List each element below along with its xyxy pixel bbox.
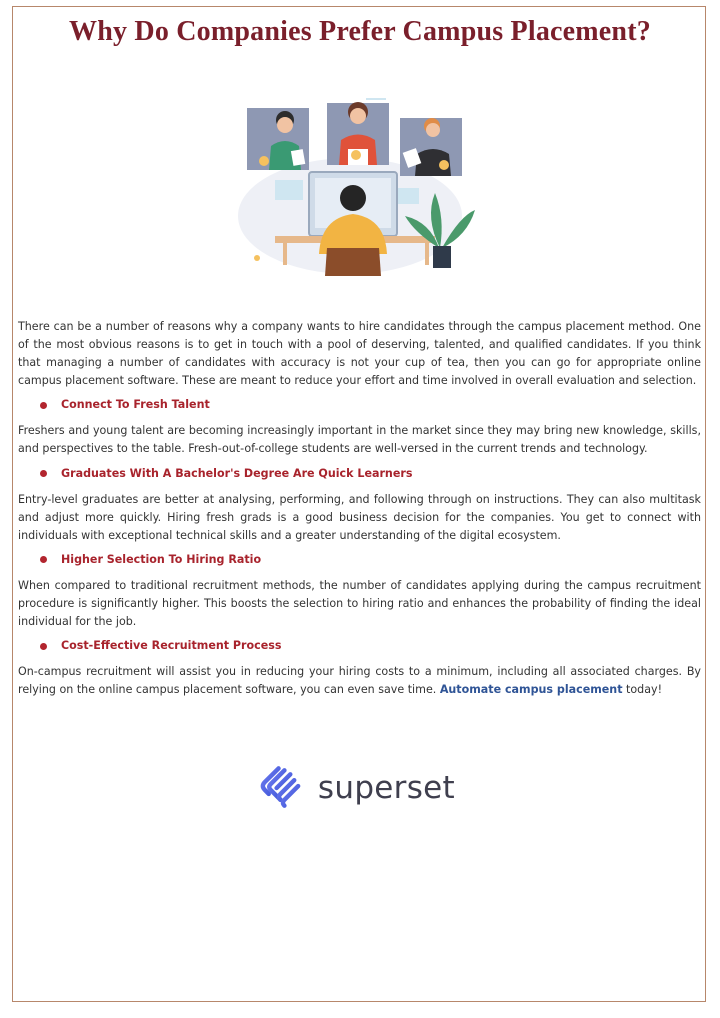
bullet-icon (40, 643, 47, 650)
bullet-icon (40, 402, 47, 409)
chat-bubble-right (395, 188, 419, 204)
superset-logo-icon (255, 760, 310, 816)
chat-bubble-left (275, 180, 303, 200)
section-heading-text: Graduates With A Bachelor's Degree Are Quick Learners (61, 466, 413, 480)
person-head (340, 185, 366, 211)
section-heading-hiring-ratio (18, 551, 701, 569)
page-title: Why Do Companies Prefer Campus Placement? (69, 16, 651, 47)
section-paragraph (18, 663, 701, 699)
section-heading-text: Cost-Effective Recruitment Process (61, 639, 282, 653)
paragraph-text: On-campus recruitment will assist you in reducing your hiring costs to a minimum, including all associated charges. By relying on the online campus placement software, you can even save time. (18, 665, 701, 697)
article-body (18, 318, 701, 699)
section-heading-text: Higher Selection To Hiring Ratio (61, 552, 262, 566)
section-paragraph: Freshers and young talent are becoming increasingly important in the market since they may bring new knowledge, skills, and perspectives to the table. Fresh-out-of-college students are well-versed in the current trends and technology. (18, 424, 701, 456)
section-paragraph: When compared to traditional recruitment methods, the number of candidates applying during the campus recruitment procedure is significantly higher. This boosts the selection to hiring ratio and enhances the probability of finding the ideal individual for the job. (18, 578, 701, 629)
bullet-icon (40, 556, 47, 563)
paragraph-text: today! (622, 683, 663, 697)
superset-logo-text: superset (317, 770, 455, 806)
chair (325, 248, 381, 276)
automate-campus-placement-link[interactable]: Automate campus placement (439, 683, 623, 697)
section-heading-cost-effective (18, 637, 701, 655)
chat-bubble-top (366, 98, 386, 100)
bullet-icon (40, 470, 47, 477)
video-meeting-illustration (235, 98, 480, 283)
intro-paragraph: There can be a number of reasons why a company wants to hire candidates through the campus placement method. One of the most obvious reasons is to get in touch with a pool of deserving, talented, and qualified candidates. If you think that managing a number of candidates with accuracy is not your cup of tea, then you can go for appropriate online campus placement software. These are meant to reduce your effort and time involved in overall evaluation and selection. (18, 320, 701, 388)
section-heading-quick-learners (18, 465, 701, 483)
superset-logo (255, 760, 455, 816)
section-paragraph: Entry-level graduates are better at analysing, performing, and following through on instructions. They can also multitask and adjust more quickly. Hiring fresh grads is a good business decision for the companies. You get to connect with individuals with exceptional technical skills and a greater understanding of the digital ecosystem. (18, 492, 701, 542)
section-heading-fresh-talent (18, 396, 701, 414)
section-heading-text: Connect To Fresh Talent (61, 398, 210, 412)
